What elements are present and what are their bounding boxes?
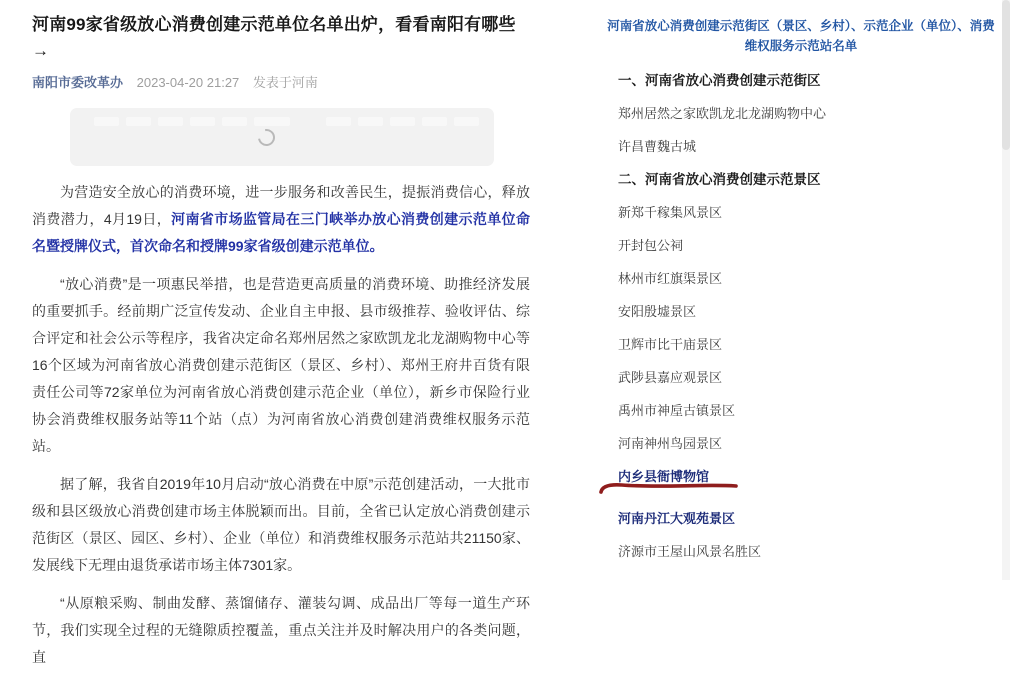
loading-spinner-icon: [255, 126, 279, 150]
list-item: 武陟县嘉应观景区: [618, 370, 723, 385]
list-item: 禹州市神垕古镇景区: [618, 403, 736, 418]
emphasis-text: 河南省市场监管局在三门峡举办放心消费创建示范单位命名暨授牌仪式，首次命名和授牌99家省级创建示范单位。: [32, 211, 530, 254]
article-paragraph: [32, 179, 530, 260]
image-loading-placeholder: [70, 108, 494, 166]
list-item: 卫辉市比干庙景区: [618, 337, 723, 352]
account-name-link[interactable]: 南阳市委改革办: [32, 75, 124, 90]
list-section-heading: 二、河南省放心消费创建示范景区: [618, 172, 821, 187]
red-underline-annotation: [598, 481, 740, 495]
list-item: 郑州居然之家欧凯龙北龙湖购物中心: [618, 106, 827, 121]
scrollbar-thumb[interactable]: [1002, 0, 1010, 150]
skeleton-row: [94, 117, 472, 126]
list-section-heading: 一、河南省放心消费创建示范街区: [618, 73, 821, 88]
article-body: [32, 179, 530, 671]
skeleton-block: [190, 117, 215, 126]
list-item: 济源市王屋山风景名胜区: [618, 544, 762, 559]
skeleton-block: [454, 117, 479, 126]
byline: [32, 74, 530, 92]
publish-location: 发表于河南: [252, 75, 318, 90]
annex-list: [602, 72, 1000, 561]
highlight-list-item: 河南丹江大观苑景区: [618, 511, 736, 526]
annex-title: 河南省放心消费创建示范街区（景区、乡村）、示范企业（单位）、消费维权服务示范站名单: [607, 19, 995, 53]
skeleton-block: [390, 117, 415, 126]
paragraph-text: 据了解，我省自2019年10月启动“放心消费在中原”示范创建活动，一大批市级和县区级放心消费创建市场主体脱颖而出。目前，全省已认定放心消费创建示范街区（景区、园区、乡村）、企业（单位）和消费维权服务示范站共21150家、发展线下无理由退货承诺市场主体7301家。: [32, 476, 530, 573]
skeleton-block: [94, 117, 119, 126]
article-paragraph: [32, 271, 530, 460]
skeleton-block: [126, 117, 151, 126]
paragraph-text: “放心消费”是一项惠民举措，也是营造更高质量的消费环境、助推经济发展的重要抓手。经前期广泛宣传发动、企业自主申报、县市级推荐、验收评估、综合评定和社会公示等程序，我省决定命名郑州居然之家欧凯龙北龙湖购物中心等16个区域为河南省放心消费创建示范街区（景区、乡村）、郑州王府井百货有限责任公司等72家单位为河南省放心消费创建示范企业（单位），新乡市保险行业协会消费维权服务站等11个站（点）为河南省放心消费创建消费维权服务示范站。: [32, 276, 530, 454]
annex-column: [602, 16, 1000, 576]
highlight-list-item: 内乡县衙博物馆: [618, 468, 1000, 486]
list-item: 林州市红旗渠景区: [618, 271, 723, 286]
list-item: 开封包公祠: [618, 238, 684, 253]
skeleton-block: [158, 117, 183, 126]
skeleton-block: [422, 117, 447, 126]
list-item: 许昌曹魏古城: [618, 139, 697, 154]
skeleton-block: [326, 117, 351, 126]
paragraph-text: 为营造安全放心的消费环境，进一步服务和改善民生，提振消费信心，释放消费潜力，4月19日，: [32, 184, 530, 227]
skeleton-gap: [297, 121, 319, 122]
skeleton-block: [254, 117, 290, 126]
article-column: [32, 12, 530, 682]
list-item: 安阳殷墟景区: [618, 304, 697, 319]
list-item: 新郑千稼集风景区: [618, 205, 723, 220]
skeleton-block: [222, 117, 247, 126]
article-paragraph: [32, 471, 530, 579]
article-paragraph: [32, 590, 530, 671]
scrollbar-track[interactable]: [1002, 0, 1010, 580]
skeleton-block: [358, 117, 383, 126]
article-title: 河南99家省级放心消费创建示范单位名单出炉，看看南阳有哪些→: [32, 15, 516, 60]
list-item: 河南神州鸟园景区: [618, 436, 723, 451]
paragraph-text: “从原粮采购、制曲发酵、蒸馏储存、灌装勾调、成品出厂等每一道生产环节，我们实现全过程的无缝隙质控覆盖，重点关注并及时解决用户的各类问题，直: [32, 595, 530, 665]
publish-time: 2023-04-20 21:27: [136, 75, 240, 90]
